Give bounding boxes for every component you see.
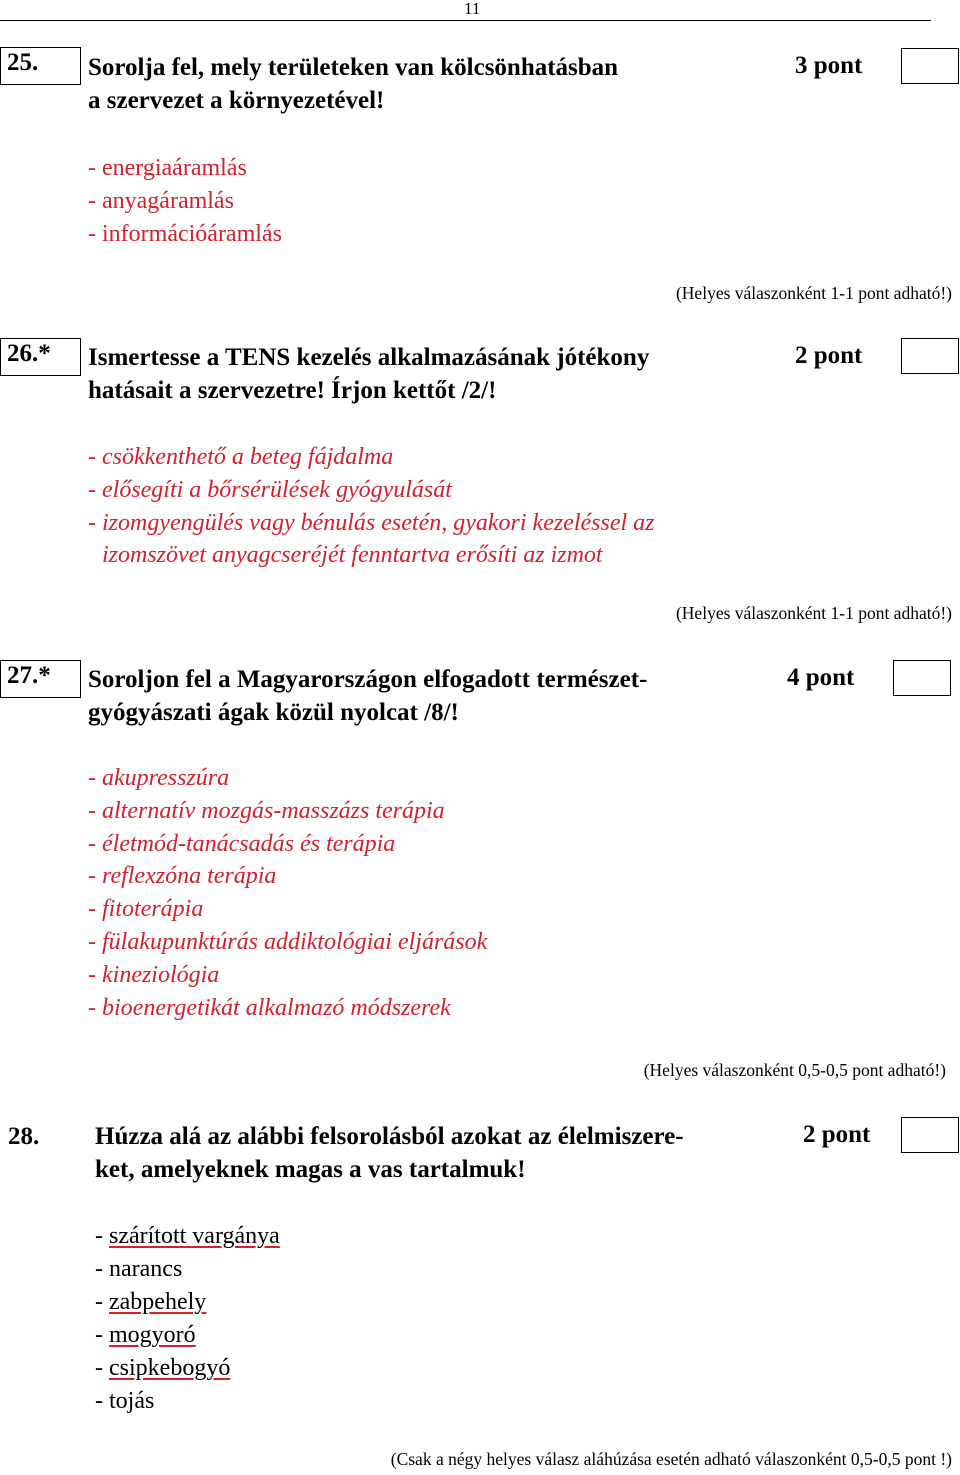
option-item[interactable]: - tojás xyxy=(95,1388,155,1414)
answer-item: - izomgyengülés vagy bénulás esetén, gyakori kezeléssel az xyxy=(88,509,655,536)
answer-list xyxy=(88,152,282,250)
option-list xyxy=(95,1220,280,1418)
option-label-underlined: csipkebogyó xyxy=(109,1355,231,1381)
option-label-underlined: mogyoró xyxy=(109,1322,196,1348)
points-label: 2 pont xyxy=(795,342,863,369)
question-number: 26.* xyxy=(7,340,51,367)
option-label: tojás xyxy=(109,1388,155,1414)
answer-item: - kineziológia xyxy=(88,961,220,988)
option-label-underlined: zabpehely xyxy=(109,1289,207,1315)
question-text: Soroljon fel a Magyarországon elfogadott természet- gyógyászati ágak közül nyolcat /8/! xyxy=(88,666,648,726)
header-rule xyxy=(0,20,931,21)
option-item[interactable]: - szárított vargánya xyxy=(95,1223,280,1249)
points-label: 3 pont xyxy=(795,52,863,79)
option-label-underlined: szárított vargánya xyxy=(109,1223,280,1249)
answer-item: - bioenergetikát alkalmazó módszerek xyxy=(88,994,451,1021)
answer-item: - alternatív mozgás-masszázs terápia xyxy=(88,797,445,824)
question-text: Húzza alá az alábbi felsorolásból azokat az élelmiszere- ket, amelyeknek magas a vas tartalmuk! xyxy=(95,1123,684,1183)
question-number-box xyxy=(0,47,81,85)
option-item[interactable]: - csipkebogyó xyxy=(95,1355,231,1381)
option-item[interactable]: - narancs xyxy=(95,1256,183,1282)
question-number-box xyxy=(0,338,81,376)
scoring-note: (Csak a négy helyes válasz aláhúzása esetén adható válaszonként 0,5-0,5 pont !) xyxy=(390,1449,952,1469)
answer-item: - reflexzóna terápia xyxy=(88,863,277,890)
answer-item: izomszövet anyagcseréjét fenntartva erősíti az izmot xyxy=(102,542,603,569)
question-number-box xyxy=(0,660,81,698)
score-box[interactable] xyxy=(901,1117,959,1153)
question-number: 25. xyxy=(7,49,39,76)
answer-item: - információáramlás xyxy=(88,220,282,247)
question-text: Ismertesse a TENS kezelés alkalmazásának jótékony hatásait a szervezetre! Írjon kettőt /2/! xyxy=(88,344,650,404)
score-box[interactable] xyxy=(901,48,959,84)
answer-item: - fülakupunktúrás addiktológiai eljárások xyxy=(88,928,488,955)
answer-list xyxy=(88,441,655,572)
points-label: 2 pont xyxy=(803,1121,871,1148)
answer-item: - fitoterápia xyxy=(88,896,204,923)
scoring-note: (Helyes válaszonként 0,5-0,5 pont adható!) xyxy=(643,1060,946,1080)
answer-item: - elősegíti a bőrsérülések gyógyulását xyxy=(88,476,452,503)
score-box[interactable] xyxy=(893,660,951,696)
option-item[interactable]: - mogyoró xyxy=(95,1322,196,1348)
score-box[interactable] xyxy=(901,338,959,374)
answer-item: - anyagáramlás xyxy=(88,187,234,214)
option-label: narancs xyxy=(109,1256,183,1282)
answer-item: - energiaáramlás xyxy=(88,155,247,181)
scoring-note: (Helyes válaszonként 1-1 pont adható!) xyxy=(675,603,952,623)
answer-item: - csökkenthető a beteg fájdalma xyxy=(88,444,394,470)
question-number: 28. xyxy=(8,1123,40,1150)
points-label: 4 pont xyxy=(787,664,855,691)
answer-item: - akupresszúra xyxy=(88,765,230,791)
answer-list xyxy=(88,762,487,1024)
scoring-note: (Helyes válaszonként 1-1 pont adható!) xyxy=(675,283,952,303)
question-number: 27.* xyxy=(7,662,51,689)
option-item[interactable]: - zabpehely xyxy=(95,1289,207,1315)
answer-item: - életmód-tanácsadás és terápia xyxy=(88,830,396,857)
page-number: 11 xyxy=(464,0,481,18)
question-text: Sorolja fel, mely területeken van kölcsönhatásban a szervezet a környezetével! xyxy=(88,54,619,114)
